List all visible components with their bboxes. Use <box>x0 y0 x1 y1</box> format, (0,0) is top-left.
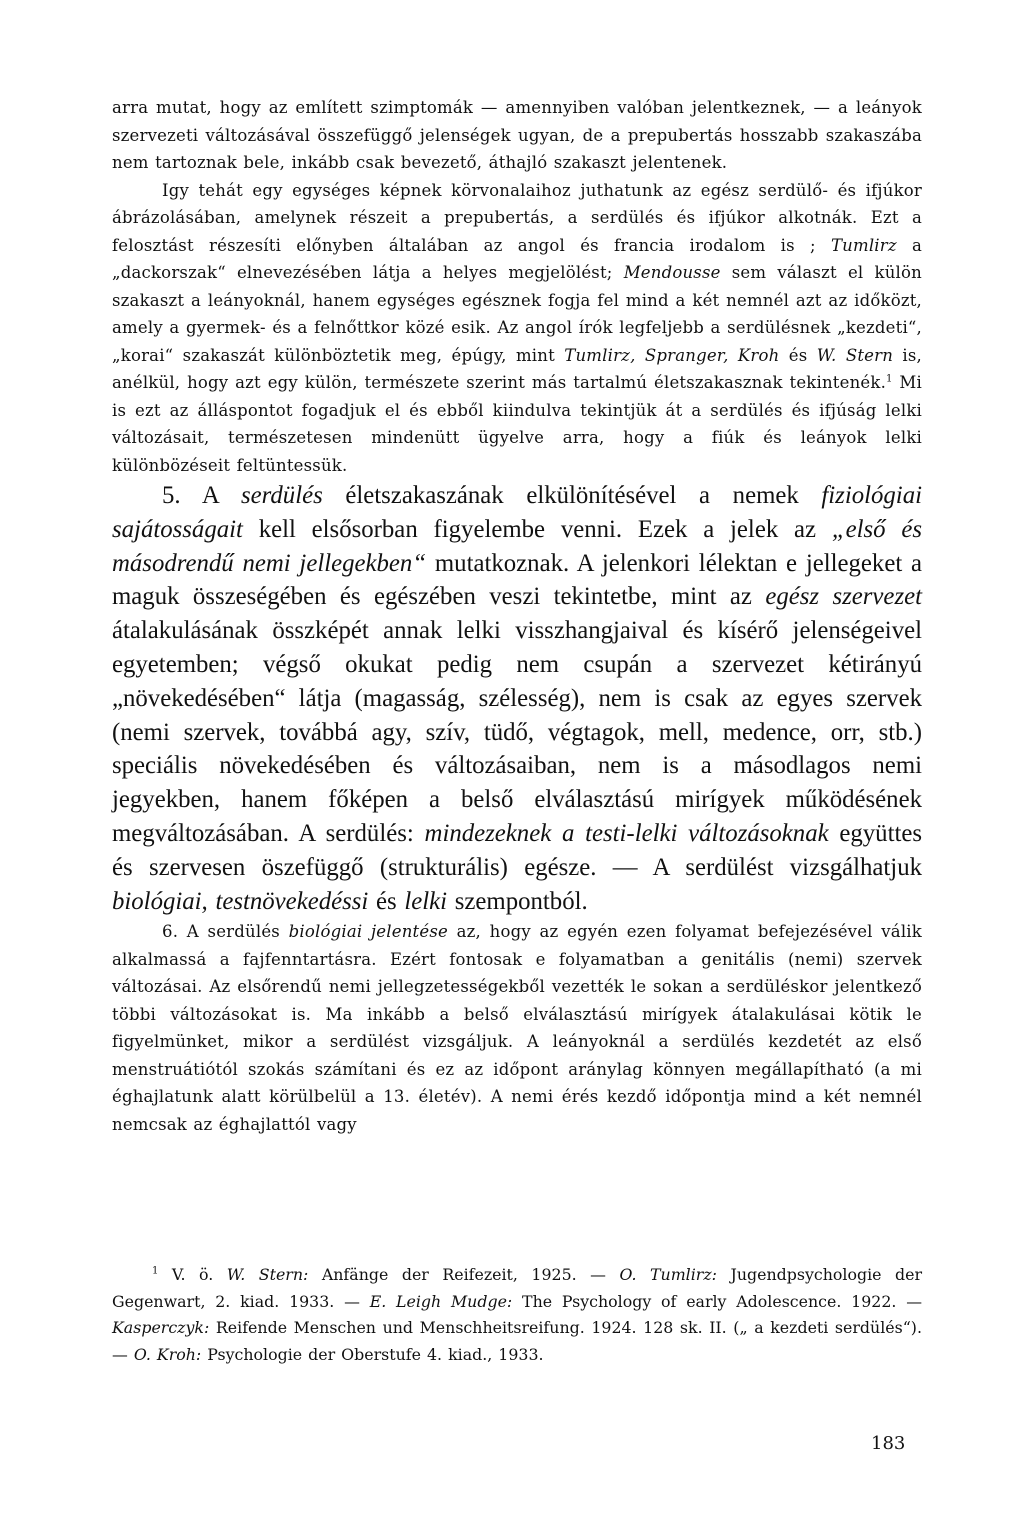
text-run: és <box>368 887 405 915</box>
text-run: az, hogy az egyén ezen folyamat befejezésével válik alkalmassá a fajfenntartásra. Ezért fontosak e folyamatban a genitális (nemi) szervek változásai. Az elsőrendű nemi jellegzetességekből vezették le sokan a serdüléskor jelentkező többi változásokat is. Ma inkább a belső elválasztású mirígyek átalakulásai kötik le figyelmünket, mikor a serdülést vizsgáljuk. A leányoknál a serdülés kezdetét az első menstruátiótól szokás számítani és ez az időpont aránylag könnyen megállapítható (a mi éghajlatunk alatt körülbelül a 13. életév). A nemi érés kezdő időpontja mind a két nemnél nemcsak az éghajlattól vagy <box>112 922 922 1134</box>
text-run: és <box>779 345 817 365</box>
footnote-mark: 1 <box>152 1265 159 1277</box>
text-run: V. ö. <box>158 1265 227 1284</box>
footnote-author: O. Tumlirz: <box>619 1265 717 1284</box>
paragraph-periodization <box>112 177 922 480</box>
footnote-author: Kasperczyk: <box>112 1318 210 1337</box>
emphasis: biológiai jelentése <box>288 922 448 942</box>
section-6-paragraph <box>112 918 922 1138</box>
emphasis: biológiai, testnövekedéssi <box>112 887 369 915</box>
page-number: 183 <box>871 1433 906 1454</box>
footnote-author: O. Kroh: <box>133 1344 202 1364</box>
emphasis: fiziológiai sajátosságait <box>112 482 922 543</box>
author-name-stern: W. Stern <box>816 345 894 365</box>
footnotes <box>112 1262 922 1368</box>
author-name-tumlirz: Tumlirz <box>830 235 897 255</box>
emphasis: lelki <box>404 887 448 915</box>
text-run: életszakaszának elkülönítésével a nemek <box>322 482 822 509</box>
text-run: Igy tehát egy egységes képnek körvonalaihoz juthatunk az egész serdülő- és ifjúkor ábrázolásában, amelynek részeit a prepubertás, a serdülés és ifjúkor alkotnák. Ezt a felosztást részesíti előnyben általában az angol és francia irodalom is ; <box>112 180 922 255</box>
footnote-author: W. Stern: <box>226 1265 309 1284</box>
emphasis: egész szervezet <box>765 583 922 611</box>
text-run: a „dackorszak“ elnevezésében látja a helyes megjelölést; <box>112 235 923 282</box>
footnote-1 <box>112 1262 922 1368</box>
text-run: kell elsősorban figyelembe venni. Ezek a jelek az <box>242 515 832 543</box>
footnote-author: E. Leigh Mudge: <box>369 1291 513 1311</box>
text-run: 5. A <box>162 482 242 509</box>
author-name-mendousse: Mendousse <box>623 263 721 282</box>
text-run: Psychologie der Oberstufe 4. kiad., 1933. <box>201 1344 544 1364</box>
text-run: szempontból. <box>447 887 588 915</box>
text-run: Jugendpsychologie der Gegenwart, 2. kiad. 1933. — <box>112 1265 922 1311</box>
text-run: is, anélkül, hogy azt egy külön, természete szerint más tartalmú életszakasznak tekintenék. <box>112 345 922 392</box>
text-run: Mi is ezt az álláspontot fogadjuk el és ebből kiindulva tekintjük át a serdülés és ifjúság lelki változásait, természetesen mindenütt ügyelve arra, hogy a fiúk és leányok lelki különbözéseit feltüntessük. <box>112 373 922 475</box>
author-names-list: Tumlirz, Spranger, Kroh <box>564 345 780 365</box>
text-run: Anfänge der Reifezeit, 1925. — <box>308 1265 620 1284</box>
text-run: 6. A serdülés <box>162 922 289 942</box>
text-run: mutatkoznak. A jelenkori lélektan e jellegeket a maguk összeségében és egészében veszi tekintetbe, mint az <box>112 549 922 611</box>
emphasis: „első és másodrendű nemi jellegekben“ <box>112 515 923 577</box>
text-run: The Psychology of early Adolescence. 1922. — <box>512 1291 922 1311</box>
text-run: együttes és szervesen öszefüggő (strukturális) egésze. — A serdülést vizsgálhatjuk <box>112 819 923 881</box>
paragraph-continuation: arra mutat, hogy az említett szimptomák — amennyiben valóban jelentkeznek, — a leányok szervezeti változásával összefüggő jelenségek ugyan, de a prepubertás hosszabb szakaszába nem tartoznak bele, inkább csak bevezető, áthajló szakaszt jelentenek. <box>112 98 922 172</box>
emphasis: serdülés <box>241 482 323 509</box>
footnote-reference: 1 <box>886 373 893 385</box>
page-body <box>112 94 922 1138</box>
emphasis: mindezeknek a testi-lelki változásoknak <box>424 819 829 847</box>
text-run: Reifende Menschen und Menschheitsreifung. 1924. 128 sk. II. („ a kezdeti serdülés“). — <box>112 1318 922 1364</box>
section-5-paragraph <box>112 479 922 918</box>
text-run: sem választ el külön szakaszt a leányoknál, hanem egységes egésznek fogja fel mind a két nemnél azt az időközt, amely a gyermek- és a felnőttkor közé esik. Az angol írók legfeljebb a serdülésnek „kezdeti“, „korai“ szakaszát különböztetik meg, épúgy, mint <box>112 263 922 365</box>
text-run: átalakulásának összképét annak lelki visszhangjaival és kísérő jelenségeivel egyetemben; végső okukat pedig nem csupán a szervezet kétirányú „növekedésében“ látja (magasság, szélesség), nem is csak az egyes szervek (nemi szervek, továbbá agy, szív, tüdő, végtagok, mell, medence, orr, stb.) speciális növekedésében és változásaiban, nem is a másodlagos nemi jegyekben, hanem főképen a belső elválasztású mirígyek működésének megváltozásában. A serdülés: <box>112 617 922 847</box>
